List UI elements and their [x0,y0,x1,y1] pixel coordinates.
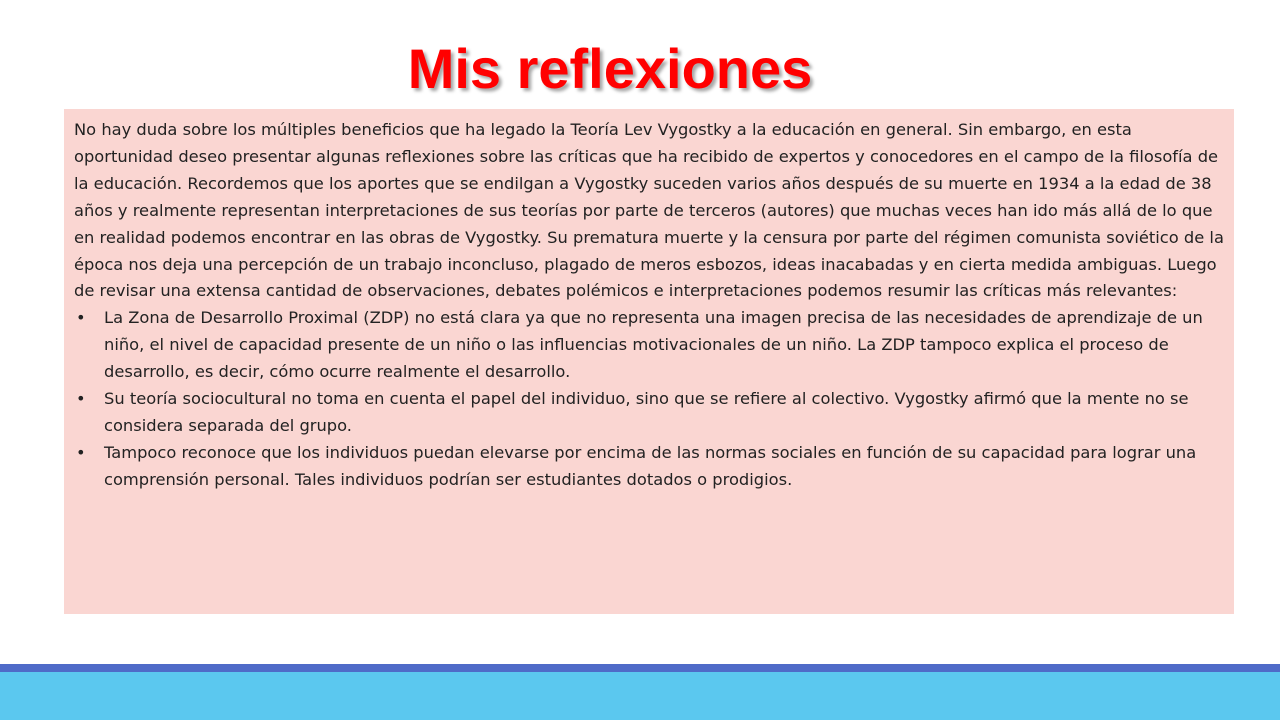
footer-stripe [0,664,1280,672]
bullet-icon: • [76,389,86,409]
list-item [74,386,1226,440]
bullet-icon: • [76,442,86,462]
slide-title: Mis reflexiones [407,37,813,100]
intro-paragraph: No hay duda sobre los múltiples beneficios que ha legado la Teoría Lev Vygostky a la educación en general. Sin embargo, en esta oportunidad deseo presentar algunas reflexiones sobre las críticas que ha recibido de expertos y conocedores en el campo de la filosofía de la educación. Recordemos que los aportes que se endilgan a Vygostky suceden varios años después de su muerte en 1934 a la edad de 38 años y realmente representan interpretaciones de sus teorías por parte de terceros (autores) que muchas veces han ido más allá de lo que en realidad podemos encontrar en las obras de Vygostky. Su prematura muerte y la censura por parte del régimen comunista soviético de la época nos deja una percepción de un trabajo inconcluso, plagado de meros esbozos, ideas inacabadas y en cierta medida ambiguas. Luego de revisar una extensa cantidad de observaciones, debates polémicos e interpretaciones podemos resumir las críticas más relevantes: [74,120,1224,301]
list-item-text: Su teoría sociocultural no toma en cuenta el papel del individuo, sino que se refiere al colectivo. Vygostky afirmó que la mente no se considera separada del grupo. [104,389,1189,435]
footer-bar [0,672,1280,720]
list-item [74,305,1226,386]
list-item-text: Tampoco reconoce que los individuos puedan elevarse por encima de las normas sociales en función de su capacidad para lograr una comprensión personal. Tales individuos podrían ser estudiantes dotados o prodigios. [104,442,1197,489]
criticism-list [74,305,1226,493]
bullet-icon: • [76,308,86,328]
list-item [74,440,1226,494]
content-box [64,109,1234,614]
list-item-text: La Zona de Desarrollo Proximal (ZDP) no está clara ya que no representa una imagen precisa de las necesidades de aprendizaje de un niño, el nivel de capacidad presente de un niño o las influencias motivacionales de un niño. La ZDP tampoco explica el proceso de desarrollo, es decir, cómo ocurre realmente el desarrollo. [104,308,1203,382]
